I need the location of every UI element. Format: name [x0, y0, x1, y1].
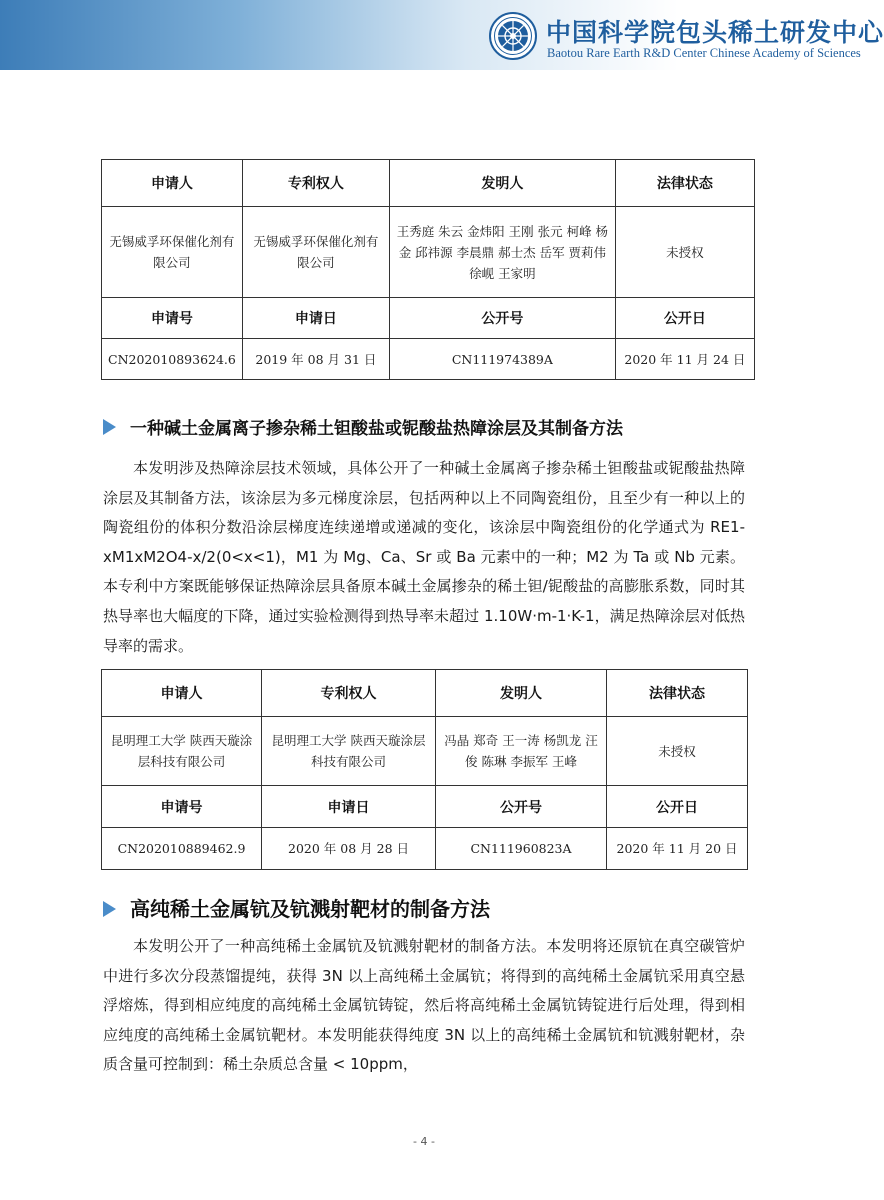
org-name-cn: 中国科学院包头稀土研发中心: [546, 18, 884, 47]
header-inventors: 发明人: [436, 670, 607, 717]
header-inventors: 发明人: [389, 160, 615, 207]
patentee-value: 无锡威孚环保催化剂有限公司: [242, 207, 389, 298]
inventors-value: 冯晶 郑奇 王一涛 杨凯龙 汪俊 陈琳 李振军 王峰: [436, 717, 607, 786]
app-date-value: 2020 年 08 月 28 日: [262, 828, 436, 870]
pub-no-value: CN111974389A: [389, 339, 615, 380]
patent-info-table-1: [101, 159, 755, 380]
section-title-text: 一种碱土金属离子掺杂稀土钽酸盐或铌酸盐热障涂层及其制备方法: [130, 419, 623, 439]
app-no-value: CN202010889462.9: [102, 828, 262, 870]
legal-status-value: 未授权: [607, 717, 748, 786]
page-number: - 4 -: [413, 1135, 435, 1148]
section-body-2: 本发明公开了一种高纯稀土金属钪及钪溅射靶材的制备方法。本发明将还原钪在真空碳管炉中进行多次分段蒸馏提纯，获得 3N 以上高纯稀土金属钪；将得到的高纯稀土金属钪采用真空悬浮熔炼，得到相应纯度的高纯稀土金属钪铸锭，然后将高纯稀土金属钪铸锭进行后处理，得到相应纯度的高纯稀土金属钪靶材。本发明能获得纯度 3N 以上的高纯稀土金属钪和钪溅射靶材，杂质含量可控制到：稀土杂质总含量 < 10ppm，: [103, 937, 745, 1074]
header-applicant: 申请人: [102, 670, 262, 717]
app-date-value: 2019 年 08 月 31 日: [242, 339, 389, 380]
header-pub-no: 公开号: [436, 786, 607, 828]
header-app-date: 申请日: [262, 786, 436, 828]
applicant-value: 无锡威孚环保催化剂有限公司: [102, 207, 243, 298]
section-title-1: [103, 414, 623, 439]
header-app-no: 申请号: [102, 298, 243, 339]
pub-date-value: 2020 年 11 月 24 日: [615, 339, 754, 380]
header-pub-date: 公开日: [607, 786, 748, 828]
section-title-2: [103, 893, 490, 922]
header-legal-status: 法律状态: [615, 160, 754, 207]
section-body-1: 本发明涉及热障涂层技术领域，具体公开了一种碱土金属离子掺杂稀土钽酸盐或铌酸盐热障涂层及其制备方法，该涂层为多元梯度涂层，包括两种以上不同陶瓷组份，且至少有一种以上的陶瓷组份的体积分数沿涂层梯度连续递增或递减的变化，该涂层中陶瓷组份的化学通式为 RE1-xM1xM2O4-x/2(0<x<1)，M1 为 Mg、Ca、Sr 或 Ba 元素中的一种；M2 为 Ta 或 Nb 元素。本专利中方案既能够保证热障涂层具备原本碱土金属掺杂的稀土钽/铌酸盐的高膨胀系数，同时其热导率也大幅度的下降，通过实验检测得到热导率未超过 1.10W·m-1·K-1，满足热障涂层对低热导率的需求。: [103, 459, 745, 655]
header-patentee: 专利权人: [242, 160, 389, 207]
app-no-value: CN202010893624.6: [102, 339, 243, 380]
header-patentee: 专利权人: [262, 670, 436, 717]
org-name-en: Baotou Rare Earth R&D Center Chinese Academy of Sciences: [547, 46, 861, 60]
triangle-bullet-icon: [103, 419, 116, 435]
pub-date-value: 2020 年 11 月 20 日: [607, 828, 748, 870]
applicant-value: 昆明理工大学 陕西天璇涂层科技有限公司: [102, 717, 262, 786]
cas-logo-icon: [489, 12, 537, 60]
header-pub-date: 公开日: [615, 298, 754, 339]
patent-info-table-2: [101, 669, 748, 870]
triangle-bullet-icon: [103, 901, 116, 917]
legal-status-value: 未授权: [615, 207, 754, 298]
header-applicant: 申请人: [102, 160, 243, 207]
page-header-band: [0, 0, 884, 70]
patentee-value: 昆明理工大学 陕西天璇涂层科技有限公司: [262, 717, 436, 786]
header-pub-no: 公开号: [389, 298, 615, 339]
header-app-date: 申请日: [242, 298, 389, 339]
header-app-no: 申请号: [102, 786, 262, 828]
header-legal-status: 法律状态: [607, 670, 748, 717]
section-title-text: 高纯稀土金属钪及钪溅射靶材的制备方法: [130, 897, 490, 921]
inventors-value: 王秀庭 朱云 金炜阳 王刚 张元 柯峰 杨金 邱祎源 李晨鼎 郝士杰 岳军 贾莉伟 徐岘 王家明: [389, 207, 615, 298]
pub-no-value: CN111960823A: [436, 828, 607, 870]
